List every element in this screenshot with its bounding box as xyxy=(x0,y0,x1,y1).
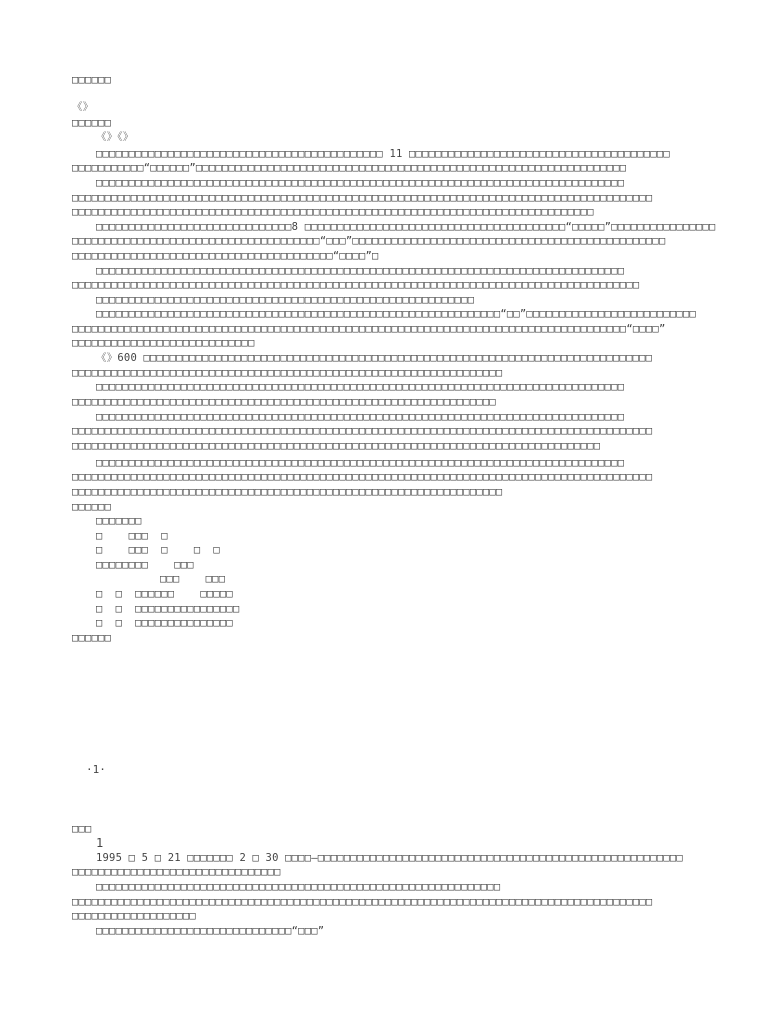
body-line: □□□□□□□□□□□□□□□□□□□□□□□□□□□□□□□□□□□□□□□□□□□□□□□□□□□□□□□□□□□□□□□□□□□□□□□□□□□□□□□□□ xyxy=(96,381,625,393)
page-number: ·1· xyxy=(86,763,106,776)
next-body-line: 1995 □ 5 □ 21 □□□□□□□ 2 □ 30 □□□□—□□□□□□□□□□□□□□□□□□□□□□□□□□□□□□□□□□□□□□□□□□□□□□□□□□□□□□□□ xyxy=(96,852,683,864)
body-line: □□□□□□□□□□□□□□□□□□□□□□□□□□□□□□□□□□□□□□□□□□□□□□□□□□□□□□□□□□□□□□□□□□□□□□□□□□□□□□□□□□□□□□□□□ xyxy=(72,192,653,204)
body-line: 《》600 □□□□□□□□□□□□□□□□□□□□□□□□□□□□□□□□□□□□□□□□□□□□□□□□□□□□□□□□□□□□□□□□□□□□□□□□□□□□□□ xyxy=(96,352,653,364)
body-line: □□□□□□□□□□□□□□□□□□□□□□□□□□□□□□□□□□□□□□□□□□□□□□□□□□□□□□□□□□□□□□□□□ xyxy=(72,396,496,408)
list-line: □ □ □□□□□□□□□□□□□□□□ xyxy=(96,603,240,615)
page-header: □□□□□□ xyxy=(72,74,112,86)
body-line: □□□□□□□□□□□□□□□□□□□□□□□□□□□□□□□□□□□□□□□□□□□□□□□□□□□□□□□□□□□□□□□□□□□□□□□□□□□□□□□□□ xyxy=(96,265,625,277)
list-line: □□□□□□□ xyxy=(96,515,142,527)
body-line: □□□□□□□□□□□□□□□□□□□□□□□□□□□□□□□□□□□□□□□□□□□□□□□□□□□□□□□□□□□□□□□□□□□□□□□□□□□□□□□□□ xyxy=(96,457,625,469)
next-body-line: □□□□□□□□□□□□□□□□□□□ xyxy=(72,910,196,922)
body-line: □□□□□□□□□□□“□□□□□□”□□□□□□□□□□□□□□□□□□□□□□□□□□□□□□□□□□□□□□□□□□□□□□□□□□□□□□□□□□□□□□□□□□ xyxy=(72,162,627,174)
list-line: □□□□□□□□ □□□ xyxy=(96,559,194,571)
next-body-line: □□□□□□□□□□□□□□□□□□□□□□□□□□□□□□□□□□□□□□□□□□□□□□□□□□□□□□□□□□□□□□ xyxy=(96,881,501,893)
body-line: □□□□□□□□□□□□□□□□□□□□□□□□□□□□□□□□□□□□□□□□“□□□□”□ xyxy=(72,250,379,262)
list-line: □ □□□ □ □ □ xyxy=(96,544,220,556)
next-body-line: □□□□□□□□□□□□□□□□□□□□□□□□□□□□□□□□□□□□□□□□□□□□□□□□□□□□□□□□□□□□□□□□□□□□□□□□□□□□□□□□□□□□□□□□□ xyxy=(72,896,653,908)
section-title: □□□□□□ xyxy=(72,117,112,129)
body-line: □□□□□□□□□□□□□□□□□□□□□□□□□□□□□□□□□□□□□□□□□□□□□□□□□□□□□□□□□□□□□□□□□□□□□□□□□□□□□□□□□□□□□□□□□ xyxy=(72,425,653,437)
next-page-number: 1 xyxy=(96,836,104,850)
title-mark: 《》 xyxy=(72,101,94,113)
next-body-line: □□□□□□□□□□□□□□□□□□□□□□□□□□□□□□“□□□” xyxy=(96,925,325,937)
body-line: □□□□□□□□□□□□□□□□□□□□□□□□□□□□□□□□□□□□□□□□□□□□□□□□□□□□□□□□□□□□□□□□□□□□□□□□□□□□□□□□ xyxy=(72,206,594,218)
list-heading: □□□□□□ xyxy=(72,501,112,513)
body-line: □□□□□□□□□□□□□□□□□□□□□□□□□□□□□□□□□□□□□□□□□□□□□□□□□□□□□□□□□□□□□□□□□□□□□□□□□□□□□□□□□ xyxy=(72,440,601,452)
body-line: □□□□□□□□□□□□□□□□□□□□□□□□□□□□□□□□□□□□□□“□□□”□□□□□□□□□□□□□□□□□□□□□□□□□□□□□□□□□□□□□□□□□□□□□□□□ xyxy=(72,235,666,247)
body-line: □□□□□□□□□□□□□□□□□□□□□□□□□□□□ xyxy=(72,337,255,349)
sub-title: 《》《》 xyxy=(96,131,134,143)
body-line: □□□□□□□□□□□□□□□□□□□□□□□□□□□□□□□□□□□□□□□□□□□□□□□□□□□□□□□□□□□□□□□□□□□□□□□□□□□□□□□□□□□□□“□□□□” xyxy=(72,323,666,335)
list-line: □ □ □□□□□□ □□□□□ xyxy=(96,588,233,600)
next-page-header: □□□ xyxy=(72,823,92,835)
body-line: □□□□□□□□□□□□□□□□□□□□□□□□□□□□□□□□□□□□□□□□□□□□ 11 □□□□□□□□□□□□□□□□□□□□□□□□□□□□□□□□□□□□□□□□ xyxy=(96,148,670,160)
body-line: □□□□□□□□□□□□□□□□□□□□□□□□□□□□□□□□□□□□□□□□□□□□□□□□□□□□□□□□□□□□□□□□□□□□□□□□□□□□□□□□□□□□□□□ xyxy=(72,279,640,291)
body-line: □□□□□□□□□□□□□□□□□□□□□□□□□□□□□□□□□□□□□□□□□□□□□□□□□□□□□□□□□□ xyxy=(96,294,475,306)
body-line: □□□□□□□□□□□□□□□□□□□□□□□□□□□□□□8 □□□□□□□□□□□□□□□□□□□□□□□□□□□□□□□□□□□□□□□□“□□□□□”□□□□□□□□□□□□□□□□ xyxy=(96,221,716,233)
next-body-line: □□□□□□□□□□□□□□□□□□□□□□□□□□□□□□□□ xyxy=(72,866,281,878)
list-line: □ □ □□□□□□□□□□□□□□□ xyxy=(96,617,233,629)
list-line: □□□ □□□ xyxy=(160,573,226,585)
body-line: □□□□□□□□□□□□□□□□□□□□□□□□□□□□□□□□□□□□□□□□□□□□□□□□□□□□□□□□□□□□□□□□□□□□□□□□□□□□□□□□□□□□□□□□□ xyxy=(72,471,653,483)
body-line: □□□□□□□□□□□□□□□□□□□□□□□□□□□□□□□□□□□□□□□□□□□□□□□□□□□□□□□□□□□□□□□□□□□□□□□□□□□□□□□□□ xyxy=(96,177,625,189)
body-line: □□□□□□□□□□□□□□□□□□□□□□□□□□□□□□□□□□□□□□□□□□□□□□□□□□□□□□□□□□□□□□□□□□ xyxy=(72,486,503,498)
list-footer: □□□□□□ xyxy=(72,632,112,644)
body-line: □□□□□□□□□□□□□□□□□□□□□□□□□□□□□□□□□□□□□□□□□□□□□□□□□□□□□□□□□□□□□□“□□”□□□□□□□□□□□□□□□□□□□□□□□□□□ xyxy=(96,308,696,320)
body-line: □□□□□□□□□□□□□□□□□□□□□□□□□□□□□□□□□□□□□□□□□□□□□□□□□□□□□□□□□□□□□□□□□□□□□□□□□□□□□□□□□ xyxy=(96,411,625,423)
list-line: □ □□□ □ xyxy=(96,530,168,542)
body-line: □□□□□□□□□□□□□□□□□□□□□□□□□□□□□□□□□□□□□□□□□□□□□□□□□□□□□□□□□□□□□□□□□□ xyxy=(72,367,503,379)
